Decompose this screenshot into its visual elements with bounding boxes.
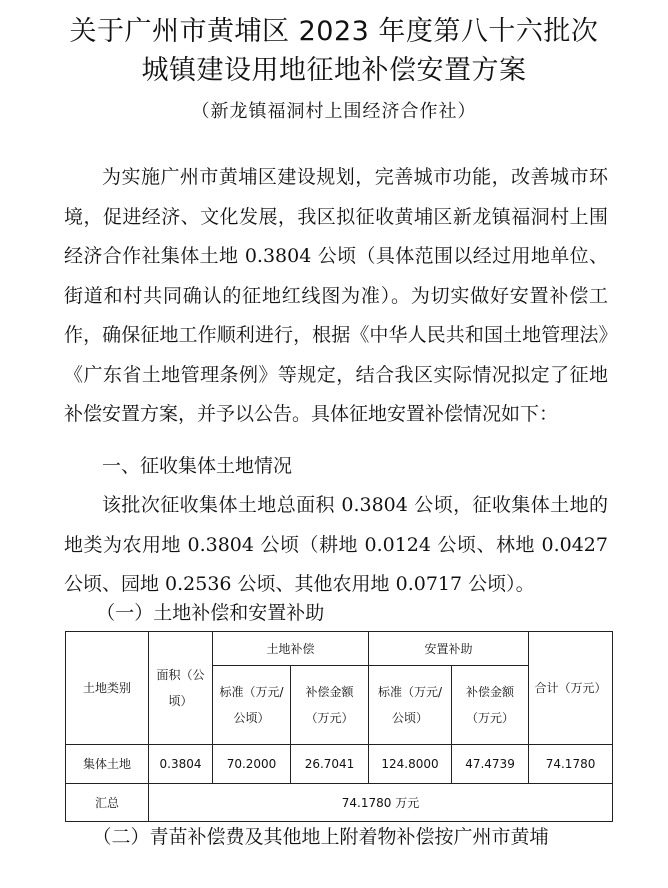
document-title-line1: 关于广州市黄埔区 2023 年度第八十六批次 bbox=[69, 16, 599, 47]
cell-land-amount: 26.7041 bbox=[291, 745, 369, 784]
header-land-compensation: 土地补偿 bbox=[213, 632, 369, 666]
summary-label: 汇总 bbox=[66, 784, 149, 822]
header-resettle-standard bbox=[369, 666, 452, 745]
header-area-line2: 顷） bbox=[168, 694, 193, 708]
header-resettle-amount bbox=[452, 666, 529, 745]
header-total: 合计（万元） bbox=[529, 632, 613, 745]
header-resettle-amount-line1: 补偿金额 bbox=[466, 685, 515, 699]
cell-total: 74.1780 bbox=[529, 745, 613, 784]
cell-land-standard: 70.2000 bbox=[213, 745, 291, 784]
header-land-standard-line2: 公顷） bbox=[233, 711, 270, 725]
summary-value: 74.1780 万元 bbox=[149, 784, 613, 822]
header-land-amount-line2: （万元） bbox=[305, 711, 354, 725]
table-summary-row bbox=[66, 784, 613, 822]
header-resettlement: 安置补助 bbox=[369, 632, 529, 666]
header-land-standard-line1: 标准（万元/ bbox=[219, 685, 284, 699]
header-area bbox=[149, 632, 213, 745]
document-subtitle: （新龙镇福洞村上围经济合作社） bbox=[191, 101, 477, 122]
section1-heading: 一、征收集体土地情况 bbox=[102, 455, 293, 477]
header-area-line1: 面积（公 bbox=[156, 668, 205, 682]
section1-paragraph: 该批次征收集体土地总面积 0.3804 公顷，征收集体土地的地类为农用地 0.3804 公顷（耕地 0.0124 公顷、林地 0.0427 公顷、园地 0.2536 公顷、其他农用地 0.0717 公顷）。 bbox=[64, 494, 608, 595]
header-resettle-amount-line2: （万元） bbox=[466, 711, 515, 725]
subsection2-heading: （二）青苗补偿费及其他地上附着物补偿按广州市黄埔 bbox=[92, 826, 549, 848]
table-header-row bbox=[66, 632, 613, 666]
document-title-line2: 城镇建设用地征地补偿安置方案 bbox=[141, 55, 527, 86]
cell-area: 0.3804 bbox=[149, 745, 213, 784]
header-resettle-standard-line2: 公顷） bbox=[392, 711, 429, 725]
compensation-table bbox=[65, 631, 613, 822]
intro-paragraph: 为实施广州市黄埔区建设规划，完善城市功能，改善城市环境，促进经济、文化发展，我区拟征收黄埔区新龙镇福洞村上围经济合作社集体土地 0.3804 公顷（具体范围以经过用地单位、街道和村共同确认的征地红线图为准）。为切实做好安置补偿工作，确保征地工作顺利进行，根据《中华人民共和国土地管理法》《广东省土地管理条例》等规定，结合我区实际情况拟定了征地补偿安置方案，并予以公告。具体征地安置补偿情况如下： bbox=[64, 166, 608, 425]
table-row bbox=[66, 745, 613, 784]
header-land-standard bbox=[213, 666, 291, 745]
cell-resettle-standard: 124.8000 bbox=[369, 745, 452, 784]
subsection1-heading: （一）土地补偿和安置补助 bbox=[96, 602, 325, 624]
header-resettle-standard-line1: 标准（万元/ bbox=[377, 685, 443, 699]
header-land-type: 土地类别 bbox=[66, 632, 149, 745]
header-land-amount bbox=[291, 666, 369, 745]
cell-resettle-amount: 47.4739 bbox=[452, 745, 529, 784]
cell-land-type: 集体土地 bbox=[66, 745, 149, 784]
header-land-amount-line1: 补偿金额 bbox=[305, 685, 354, 699]
